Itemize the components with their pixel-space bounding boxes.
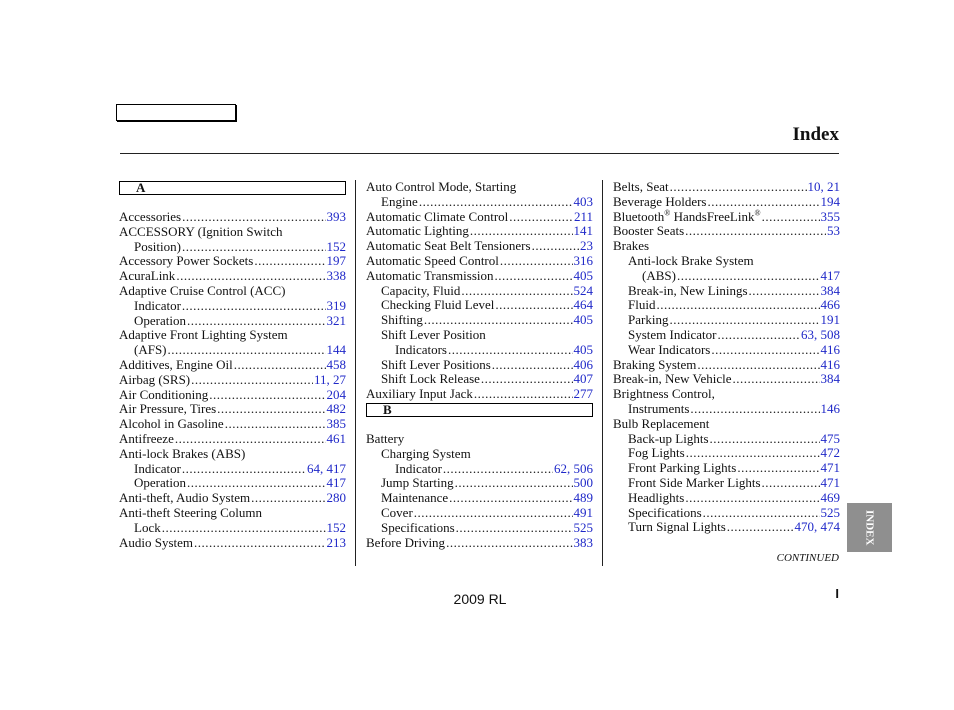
leader-dots (234, 358, 326, 373)
index-entry[interactable] (613, 506, 840, 521)
index-entry[interactable] (366, 269, 593, 284)
leader-dots (492, 358, 573, 373)
index-entry[interactable] (613, 298, 840, 313)
leader-dots (474, 387, 573, 402)
index-entry[interactable] (613, 269, 840, 284)
page-reference-link[interactable]: 53 (827, 223, 840, 239)
index-entry[interactable] (613, 224, 840, 239)
leader-dots (749, 284, 820, 299)
index-entry[interactable] (119, 343, 346, 358)
entry-term: Specifications (628, 504, 702, 520)
leader-dots (424, 313, 573, 328)
index-entry[interactable] (613, 402, 840, 417)
page-reference-link[interactable]: 11, 27 (313, 371, 346, 387)
leader-dots (686, 446, 820, 461)
entry-term: Additives, Engine Oil (119, 356, 233, 372)
page-reference-link[interactable]: 355 (820, 208, 840, 224)
index-entry (119, 284, 346, 299)
page-reference-link[interactable]: 475 (820, 430, 840, 446)
leader-dots (685, 491, 819, 506)
entry-term: Position) (134, 238, 181, 254)
leader-dots (670, 180, 807, 195)
index-entry[interactable] (613, 491, 840, 506)
index-entry[interactable] (366, 313, 593, 328)
page-reference-link[interactable]: 525 (573, 519, 593, 535)
leader-dots (182, 240, 326, 255)
index-entry[interactable] (119, 254, 346, 269)
leader-dots (703, 506, 820, 521)
page-reference-link[interactable]: 141 (573, 223, 593, 239)
index-entry[interactable] (366, 210, 593, 225)
page-reference-link[interactable]: 470, 474 (794, 519, 840, 535)
column-divider (355, 180, 356, 566)
index-entry[interactable] (119, 240, 346, 255)
index-entry[interactable] (613, 313, 840, 328)
leader-dots (194, 536, 325, 551)
leader-dots (737, 461, 819, 476)
leader-dots (446, 536, 572, 551)
entry-term: Maintenance (381, 490, 449, 506)
page-reference-link[interactable]: 405 (573, 341, 593, 357)
entry-term: Automatic Seat Belt Tensioners (366, 238, 531, 254)
index-entry[interactable] (366, 254, 593, 269)
leader-dots (182, 210, 325, 225)
index-entry[interactable] (119, 476, 346, 491)
entry-term: Bluetooth® HandsFreeLink® (613, 208, 761, 224)
index-entry[interactable] (366, 521, 593, 536)
index-entry[interactable] (613, 195, 840, 210)
index-entry[interactable] (119, 269, 346, 284)
leader-dots (717, 328, 800, 343)
index-entry (613, 254, 840, 269)
column-divider (602, 180, 603, 566)
leader-dots (495, 298, 572, 313)
footer-model: 2009 RL (453, 591, 507, 607)
title-rule (120, 153, 839, 154)
index-entry[interactable] (613, 432, 840, 447)
entry-term: Break-in, New Linings (628, 282, 748, 298)
page-reference-link[interactable]: 385 (326, 416, 346, 432)
page-reference-link[interactable]: 10, 21 (807, 179, 840, 194)
entry-term: Automatic Transmission (366, 267, 494, 283)
entry-term: Anti-theft, Audio System (119, 490, 251, 506)
entry-term: Operation (134, 312, 186, 328)
page-reference-link[interactable]: 407 (573, 371, 593, 387)
index-entry (613, 417, 840, 432)
index-entry[interactable] (613, 446, 840, 461)
entry-term: Capacity, Fluid (381, 282, 461, 298)
index-entry[interactable] (366, 491, 593, 506)
page-reference-link[interactable]: 471 (820, 474, 840, 490)
index-entry[interactable] (366, 536, 593, 551)
spacer (119, 195, 346, 210)
index-entry[interactable] (613, 372, 840, 387)
index-entry[interactable] (366, 284, 593, 299)
entry-term: Bulb Replacement (613, 415, 710, 431)
leader-dots (481, 372, 573, 387)
index-entry (119, 225, 346, 240)
page-reference-link[interactable]: 277 (573, 386, 593, 402)
entry-term: Break-in, New Vehicle (613, 371, 732, 387)
index-entry[interactable] (613, 520, 840, 535)
entry-term: Checking Fluid Level (381, 297, 495, 313)
index-entry[interactable] (119, 299, 346, 314)
entry-term: Headlights (628, 489, 685, 505)
entry-term: Anti-lock Brakes (ABS) (119, 445, 246, 461)
page-reference-link[interactable]: 469 (820, 489, 840, 505)
leader-dots (727, 520, 794, 535)
entry-term: Parking (628, 312, 669, 328)
index-entry[interactable] (613, 476, 840, 491)
leader-dots (187, 476, 326, 491)
entry-term: Adaptive Cruise Control (ACC) (119, 282, 286, 298)
index-entry[interactable] (366, 506, 593, 521)
index-entry[interactable] (613, 358, 840, 373)
entry-term: Shift Lock Release (381, 371, 480, 387)
page-reference-link[interactable]: 482 (326, 401, 346, 417)
entry-term: Back-up Lights (628, 430, 709, 446)
page-reference-link[interactable]: 152 (326, 238, 346, 254)
leader-dots (762, 476, 820, 491)
entry-term: Charging System (381, 445, 471, 461)
index-entry[interactable] (366, 462, 593, 477)
leader-dots (710, 432, 820, 447)
page-reference-link[interactable]: 144 (326, 342, 346, 358)
leader-dots (168, 343, 326, 358)
page-reference-link[interactable]: 213 (326, 534, 346, 550)
index-entry (366, 432, 593, 447)
page-reference-link[interactable]: 472 (820, 445, 840, 461)
leader-dots (449, 491, 572, 506)
leader-dots (708, 195, 820, 210)
leader-dots (448, 343, 573, 358)
leader-dots (187, 314, 326, 329)
index-entry[interactable] (119, 417, 346, 432)
entry-term: Indicators (395, 341, 447, 357)
leader-dots (690, 402, 819, 417)
leader-dots (419, 195, 573, 210)
entry-term: Indicator (134, 297, 181, 313)
entry-term: Brightness Control, (613, 386, 715, 402)
leader-dots (711, 343, 819, 358)
leader-dots (162, 521, 326, 536)
leader-dots (251, 491, 325, 506)
page-reference-link[interactable]: 458 (326, 356, 346, 372)
entry-term: Airbag (SRS) (119, 371, 191, 387)
leader-dots (495, 269, 573, 284)
entry-term: Specifications (381, 519, 455, 535)
page-reference-link[interactable]: 197 (326, 253, 346, 269)
leader-dots (656, 298, 819, 313)
index-column-3 (613, 180, 840, 535)
leader-dots (455, 476, 573, 491)
index-side-tab[interactable] (847, 503, 892, 552)
entry-term: Lock (134, 519, 161, 535)
page-title: Index (792, 124, 839, 145)
page-reference-link[interactable]: 489 (573, 490, 593, 506)
leader-dots (414, 506, 573, 521)
entry-term: Braking System (613, 356, 697, 372)
entry-term: Auto Control Mode, Starting (366, 179, 517, 194)
index-entry (119, 447, 346, 462)
leader-dots (461, 284, 572, 299)
page-reference-link[interactable]: 417 (326, 475, 346, 491)
index-entry[interactable] (613, 461, 840, 476)
page-reference-link[interactable]: 403 (573, 193, 593, 209)
leader-dots (697, 358, 819, 373)
leader-dots (225, 417, 326, 432)
page-reference-link[interactable]: 393 (326, 209, 346, 224)
section-letter-header: B (366, 403, 593, 417)
entry-term: Booster Seats (613, 223, 685, 239)
index-column-1 (119, 180, 346, 550)
entry-term: Anti-theft Steering Column (119, 504, 262, 520)
page-reference-link[interactable]: 321 (326, 312, 346, 328)
index-entry[interactable] (119, 521, 346, 536)
page-reference-link[interactable]: 416 (820, 341, 840, 357)
index-entry (366, 180, 593, 195)
entry-term: Turn Signal Lights (628, 519, 726, 535)
entry-term: Shifting (381, 312, 423, 328)
page-reference-link[interactable]: 464 (573, 297, 593, 313)
page-reference-link[interactable]: 152 (326, 519, 346, 535)
leader-dots (456, 521, 573, 536)
page-reference-link[interactable]: 211 (573, 208, 593, 224)
entry-term: Indicator (134, 460, 181, 476)
page-reference-link[interactable]: 338 (326, 268, 346, 284)
index-entry[interactable] (119, 373, 346, 388)
entry-term: Instruments (628, 400, 690, 416)
entry-term: Auxiliary Input Jack (366, 386, 473, 402)
page-reference-link[interactable]: 466 (820, 297, 840, 313)
entry-term: System Indicator (628, 326, 717, 342)
entry-term: Before Driving (366, 534, 446, 550)
entry-term: Accessory Power Sockets (119, 253, 254, 269)
entry-term: Battery (366, 430, 405, 446)
spacer (366, 417, 593, 432)
index-entry[interactable] (119, 314, 346, 329)
entry-term: Operation (134, 475, 186, 491)
leader-dots (470, 224, 573, 239)
leader-dots (209, 388, 325, 403)
leader-dots (509, 210, 573, 225)
entry-term: Accessories (119, 209, 182, 224)
entry-term: Air Conditioning (119, 386, 209, 402)
leader-dots (182, 462, 306, 477)
leader-dots (254, 254, 325, 269)
page-reference-link[interactable]: 63, 508 (801, 326, 840, 342)
entry-term: Antifreeze (119, 430, 174, 446)
index-entry[interactable] (366, 343, 593, 358)
page-reference-link[interactable]: 62, 506 (554, 460, 593, 476)
entry-term: Adaptive Front Lighting System (119, 327, 288, 343)
leader-dots (685, 224, 826, 239)
continued-note: CONTINUED (776, 552, 839, 564)
index-entry[interactable] (366, 476, 593, 491)
entry-term: (ABS) (642, 267, 676, 283)
header-tab-box (116, 104, 236, 121)
index-entry[interactable] (613, 180, 840, 195)
entry-term: Front Side Marker Lights (628, 474, 761, 490)
page-reference-link[interactable]: 191 (820, 312, 840, 328)
page-reference-link[interactable]: 471 (820, 460, 840, 476)
leader-dots (677, 269, 820, 284)
page-reference-link[interactable]: 319 (326, 297, 346, 313)
index-entry[interactable] (366, 195, 593, 210)
leader-dots (191, 373, 313, 388)
section-letter-header: A (119, 181, 346, 195)
leader-dots (182, 299, 326, 314)
page-reference-link[interactable]: 491 (573, 504, 593, 520)
index-column-2 (366, 180, 593, 550)
index-entry[interactable] (366, 372, 593, 387)
page-reference-link[interactable]: 280 (326, 490, 346, 506)
entry-term: Anti-lock Brake System (628, 252, 754, 268)
index-entry[interactable] (119, 210, 346, 225)
page-reference-link[interactable]: 461 (326, 430, 346, 446)
leader-dots (532, 239, 579, 254)
index-entry[interactable] (119, 432, 346, 447)
index-entry (366, 328, 593, 343)
index-entry[interactable] (613, 284, 840, 299)
page-reference-link[interactable]: 64, 417 (307, 460, 346, 476)
leader-dots (443, 462, 553, 477)
entry-term: Brakes (613, 238, 650, 254)
page-reference-link[interactable]: 23 (580, 238, 593, 254)
page-reference-link[interactable]: 525 (820, 504, 840, 520)
index-entry[interactable] (366, 298, 593, 313)
index-entry[interactable] (366, 239, 593, 254)
entry-term: Shift Lever Position (381, 326, 486, 342)
entry-term: Fluid (628, 297, 656, 313)
index-entry (613, 239, 840, 254)
index-entry[interactable] (119, 402, 346, 417)
page-reference-link[interactable]: 417 (820, 267, 840, 283)
index-entry[interactable] (613, 343, 840, 358)
page-reference-link[interactable]: 416 (820, 356, 840, 372)
index-entry[interactable] (119, 462, 346, 477)
side-tab-label: INDEX (863, 509, 876, 546)
entry-term: (AFS) (134, 342, 167, 358)
page-reference-link[interactable]: 384 (820, 282, 840, 298)
entry-term: Alcohol in Gasoline (119, 416, 224, 432)
index-entry[interactable] (613, 210, 840, 225)
index-entry (119, 506, 346, 521)
page-reference-link[interactable]: 524 (573, 282, 593, 298)
index-entry[interactable] (119, 536, 346, 551)
index-entry (366, 447, 593, 462)
page-number: I (835, 586, 839, 601)
leader-dots (762, 210, 820, 225)
index-entry (119, 328, 346, 343)
entry-term: Air Pressure, Tires (119, 401, 217, 417)
entry-term: ACCESSORY (Ignition Switch (119, 223, 283, 239)
entry-term: Beverage Holders (613, 193, 707, 209)
page-reference-link[interactable]: 194 (820, 193, 840, 209)
leader-dots (175, 432, 326, 447)
entry-term: Front Parking Lights (628, 460, 737, 476)
page-reference-link[interactable]: 500 (573, 475, 593, 491)
entry-term: Fog Lights (628, 445, 685, 461)
index-entry[interactable] (366, 387, 593, 402)
entry-term: Automatic Speed Control (366, 252, 499, 268)
entry-term: Belts, Seat (613, 179, 669, 194)
page-reference-link[interactable]: 146 (820, 400, 840, 416)
entry-term: Cover (381, 504, 413, 520)
page-reference-link[interactable]: 316 (573, 252, 593, 268)
leader-dots (669, 313, 819, 328)
entry-term: Automatic Climate Control (366, 208, 509, 224)
index-entry[interactable] (119, 388, 346, 403)
page-reference-link[interactable]: 383 (573, 534, 593, 550)
leader-dots (217, 402, 325, 417)
index-entry[interactable] (119, 358, 346, 373)
index-entry[interactable] (613, 328, 840, 343)
entry-term: Engine (381, 193, 418, 209)
page-reference-link[interactable]: 406 (573, 356, 593, 372)
index-entry[interactable] (119, 491, 346, 506)
entry-term: Shift Lever Positions (381, 356, 491, 372)
entry-term: Automatic Lighting (366, 223, 469, 239)
leader-dots (733, 372, 820, 387)
index-entry[interactable] (366, 224, 593, 239)
page-reference-link[interactable]: 405 (573, 267, 593, 283)
page-reference-link[interactable]: 405 (573, 312, 593, 328)
index-entry[interactable] (366, 358, 593, 373)
leader-dots (176, 269, 325, 284)
index-entry (613, 387, 840, 402)
page-reference-link[interactable]: 204 (326, 386, 346, 402)
entry-term: AcuraLink (119, 268, 176, 284)
page-reference-link[interactable]: 384 (820, 371, 840, 387)
entry-term: Indicator (395, 460, 442, 476)
leader-dots (500, 254, 573, 269)
entry-term: Audio System (119, 534, 194, 550)
entry-term: Wear Indicators (628, 341, 711, 357)
entry-term: Jump Starting (381, 475, 454, 491)
